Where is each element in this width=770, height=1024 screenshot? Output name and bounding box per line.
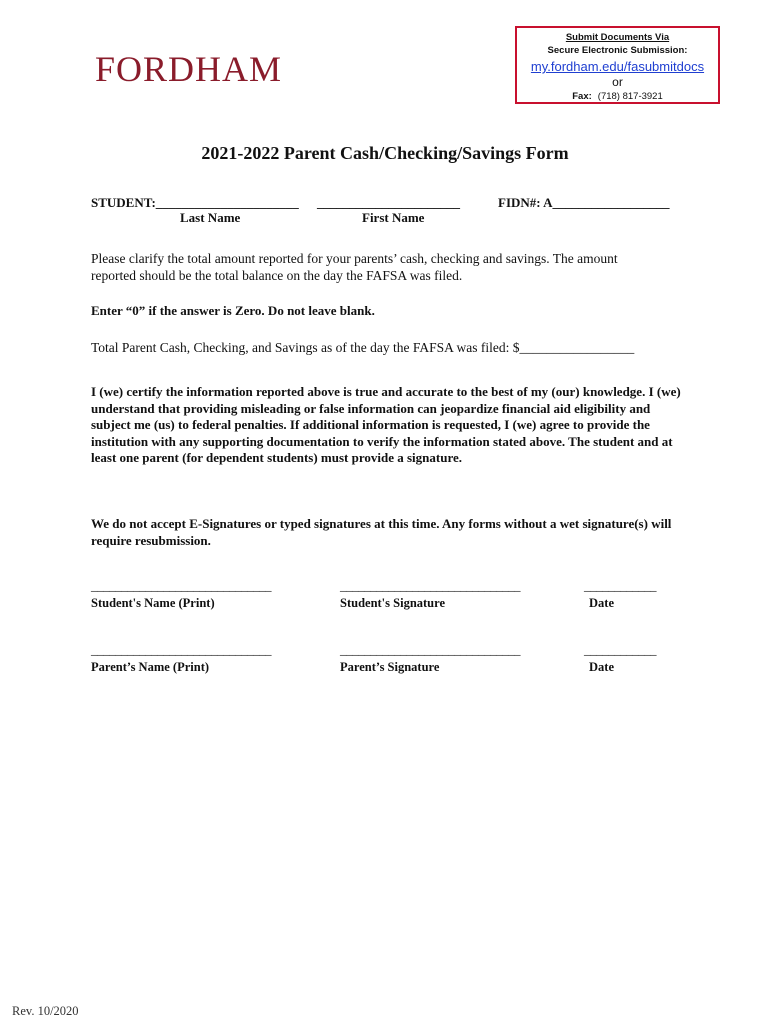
revision-note: Rev. 10/2020 <box>12 1004 79 1018</box>
submit-documents-box <box>515 26 720 104</box>
last-name-caption: Last Name <box>180 210 241 225</box>
fordham-logo: FORDHAM <box>95 49 283 89</box>
first-name-caption: First Name <box>362 210 425 225</box>
first-name-line: ______________________ <box>317 195 460 210</box>
parent-signature-label: Parent’s Signature <box>340 660 440 674</box>
esignature-note: We do not accept E-Signatures or typed signatures at this time. Any forms without a wet signature(s) will require resubmission. <box>91 516 672 548</box>
instructions-line-1: Please clarify the total amount reported for your parents’ cash, checking and savings. The amount <box>91 251 618 266</box>
submit-line-2: Secure Electronic Submission: <box>547 45 688 56</box>
fax-label: Fax: <box>572 91 592 102</box>
student-name-line[interactable]: ______________________________ <box>91 578 271 593</box>
student-date-label: Date <box>589 596 614 610</box>
student-signature-line[interactable]: ______________________________ <box>340 578 520 593</box>
fax-line <box>517 91 718 102</box>
certification-statement: I (we) certify the information reported above is true and accurate to the best of my (our) knowledge. I (we) understand that providing misleading or false information can jeopardize financial aid eligibility and subject me (us) to federal penalties. If additional information is requested, I (we) agree to provide the institution with any supporting documentation to verify the information stated above. The student and at least one parent (for dependent students) must provide a signature. <box>91 384 681 465</box>
parent-name-line[interactable]: ______________________________ <box>91 642 271 657</box>
parent-signature-line[interactable]: ______________________________ <box>340 642 520 657</box>
fax-number: (718) 817-3921 <box>597 91 663 102</box>
parent-name-label: Parent’s Name (Print) <box>91 660 210 674</box>
student-label: STUDENT:______________________ <box>91 195 299 210</box>
submit-docs-link[interactable]: my.fordham.edu/fasubmitdocs <box>530 59 705 74</box>
form-title: 2021-2022 Parent Cash/Checking/Savings Form <box>201 143 569 163</box>
submit-or: or <box>612 75 623 89</box>
fidn-label: FIDN#: A__________________ <box>498 195 670 210</box>
student-date-line[interactable]: ____________ <box>584 578 656 593</box>
submit-line-1: Submit Documents Via <box>565 32 670 43</box>
parent-date-line[interactable]: ____________ <box>584 642 656 657</box>
instructions-line-2: reported should be the total balance on the day the FAFSA was filed. <box>91 268 463 283</box>
parent-date-label: Date <box>589 660 614 674</box>
total-amount-field[interactable]: Total Parent Cash, Checking, and Savings as of the day the FAFSA was filed: $_________________ <box>91 340 635 355</box>
student-signature-label: Student's Signature <box>340 596 446 610</box>
zero-note: Enter “0” if the answer is Zero. Do not leave blank. <box>91 303 375 318</box>
student-name-label: Student's Name (Print) <box>91 596 215 610</box>
